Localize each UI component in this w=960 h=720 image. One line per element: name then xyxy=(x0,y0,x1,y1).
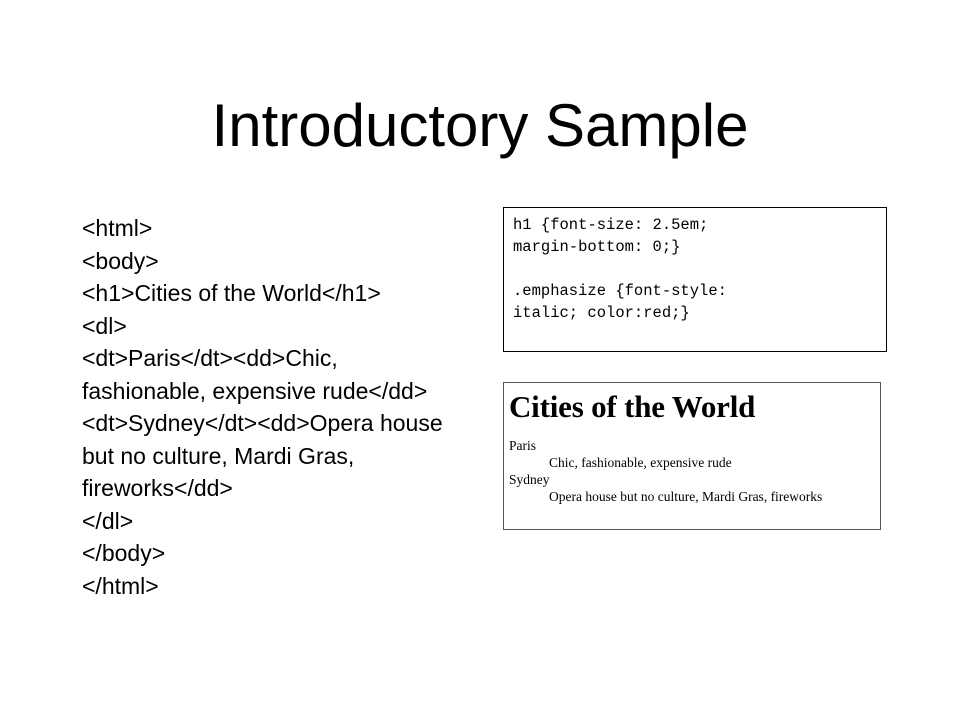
code-line: <dt>Paris</dt><dd>Chic, fashionable, expensive rude</dd> xyxy=(82,345,428,404)
rendered-definition: Chic, fashionable, expensive rude xyxy=(549,455,732,470)
code-line: <html> xyxy=(82,215,153,241)
css-line: margin-bottom: 0;} xyxy=(513,238,681,256)
rendered-heading: Cities of the World xyxy=(509,389,756,424)
css-code-box xyxy=(503,207,887,352)
html-code-listing xyxy=(82,212,452,602)
slide-title: Introductory Sample xyxy=(211,92,749,159)
code-line: </body> xyxy=(82,540,166,566)
code-line: <dt>Sydney</dt><dd>Opera house but no culture, Mardi Gras, fireworks</dd> xyxy=(82,410,443,501)
rendered-definition: Opera house but no culture, Mardi Gras, fireworks xyxy=(549,489,823,504)
rendered-output-preview xyxy=(503,382,881,530)
css-line: .emphasize {font-style: xyxy=(513,282,727,300)
code-line: <body> xyxy=(82,247,159,274)
rendered-term: Sydney xyxy=(509,472,550,487)
css-line: italic; color:red;} xyxy=(513,304,690,322)
code-line: <h1>Cities of the World</h1> xyxy=(82,280,381,306)
css-line: h1 {font-size: 2.5em; xyxy=(513,216,709,234)
code-line: </dl> xyxy=(82,507,134,534)
code-line: </html> xyxy=(82,572,159,599)
css-blank-line xyxy=(513,258,877,280)
rendered-term: Paris xyxy=(509,438,536,453)
code-line: <dl> xyxy=(82,312,127,339)
